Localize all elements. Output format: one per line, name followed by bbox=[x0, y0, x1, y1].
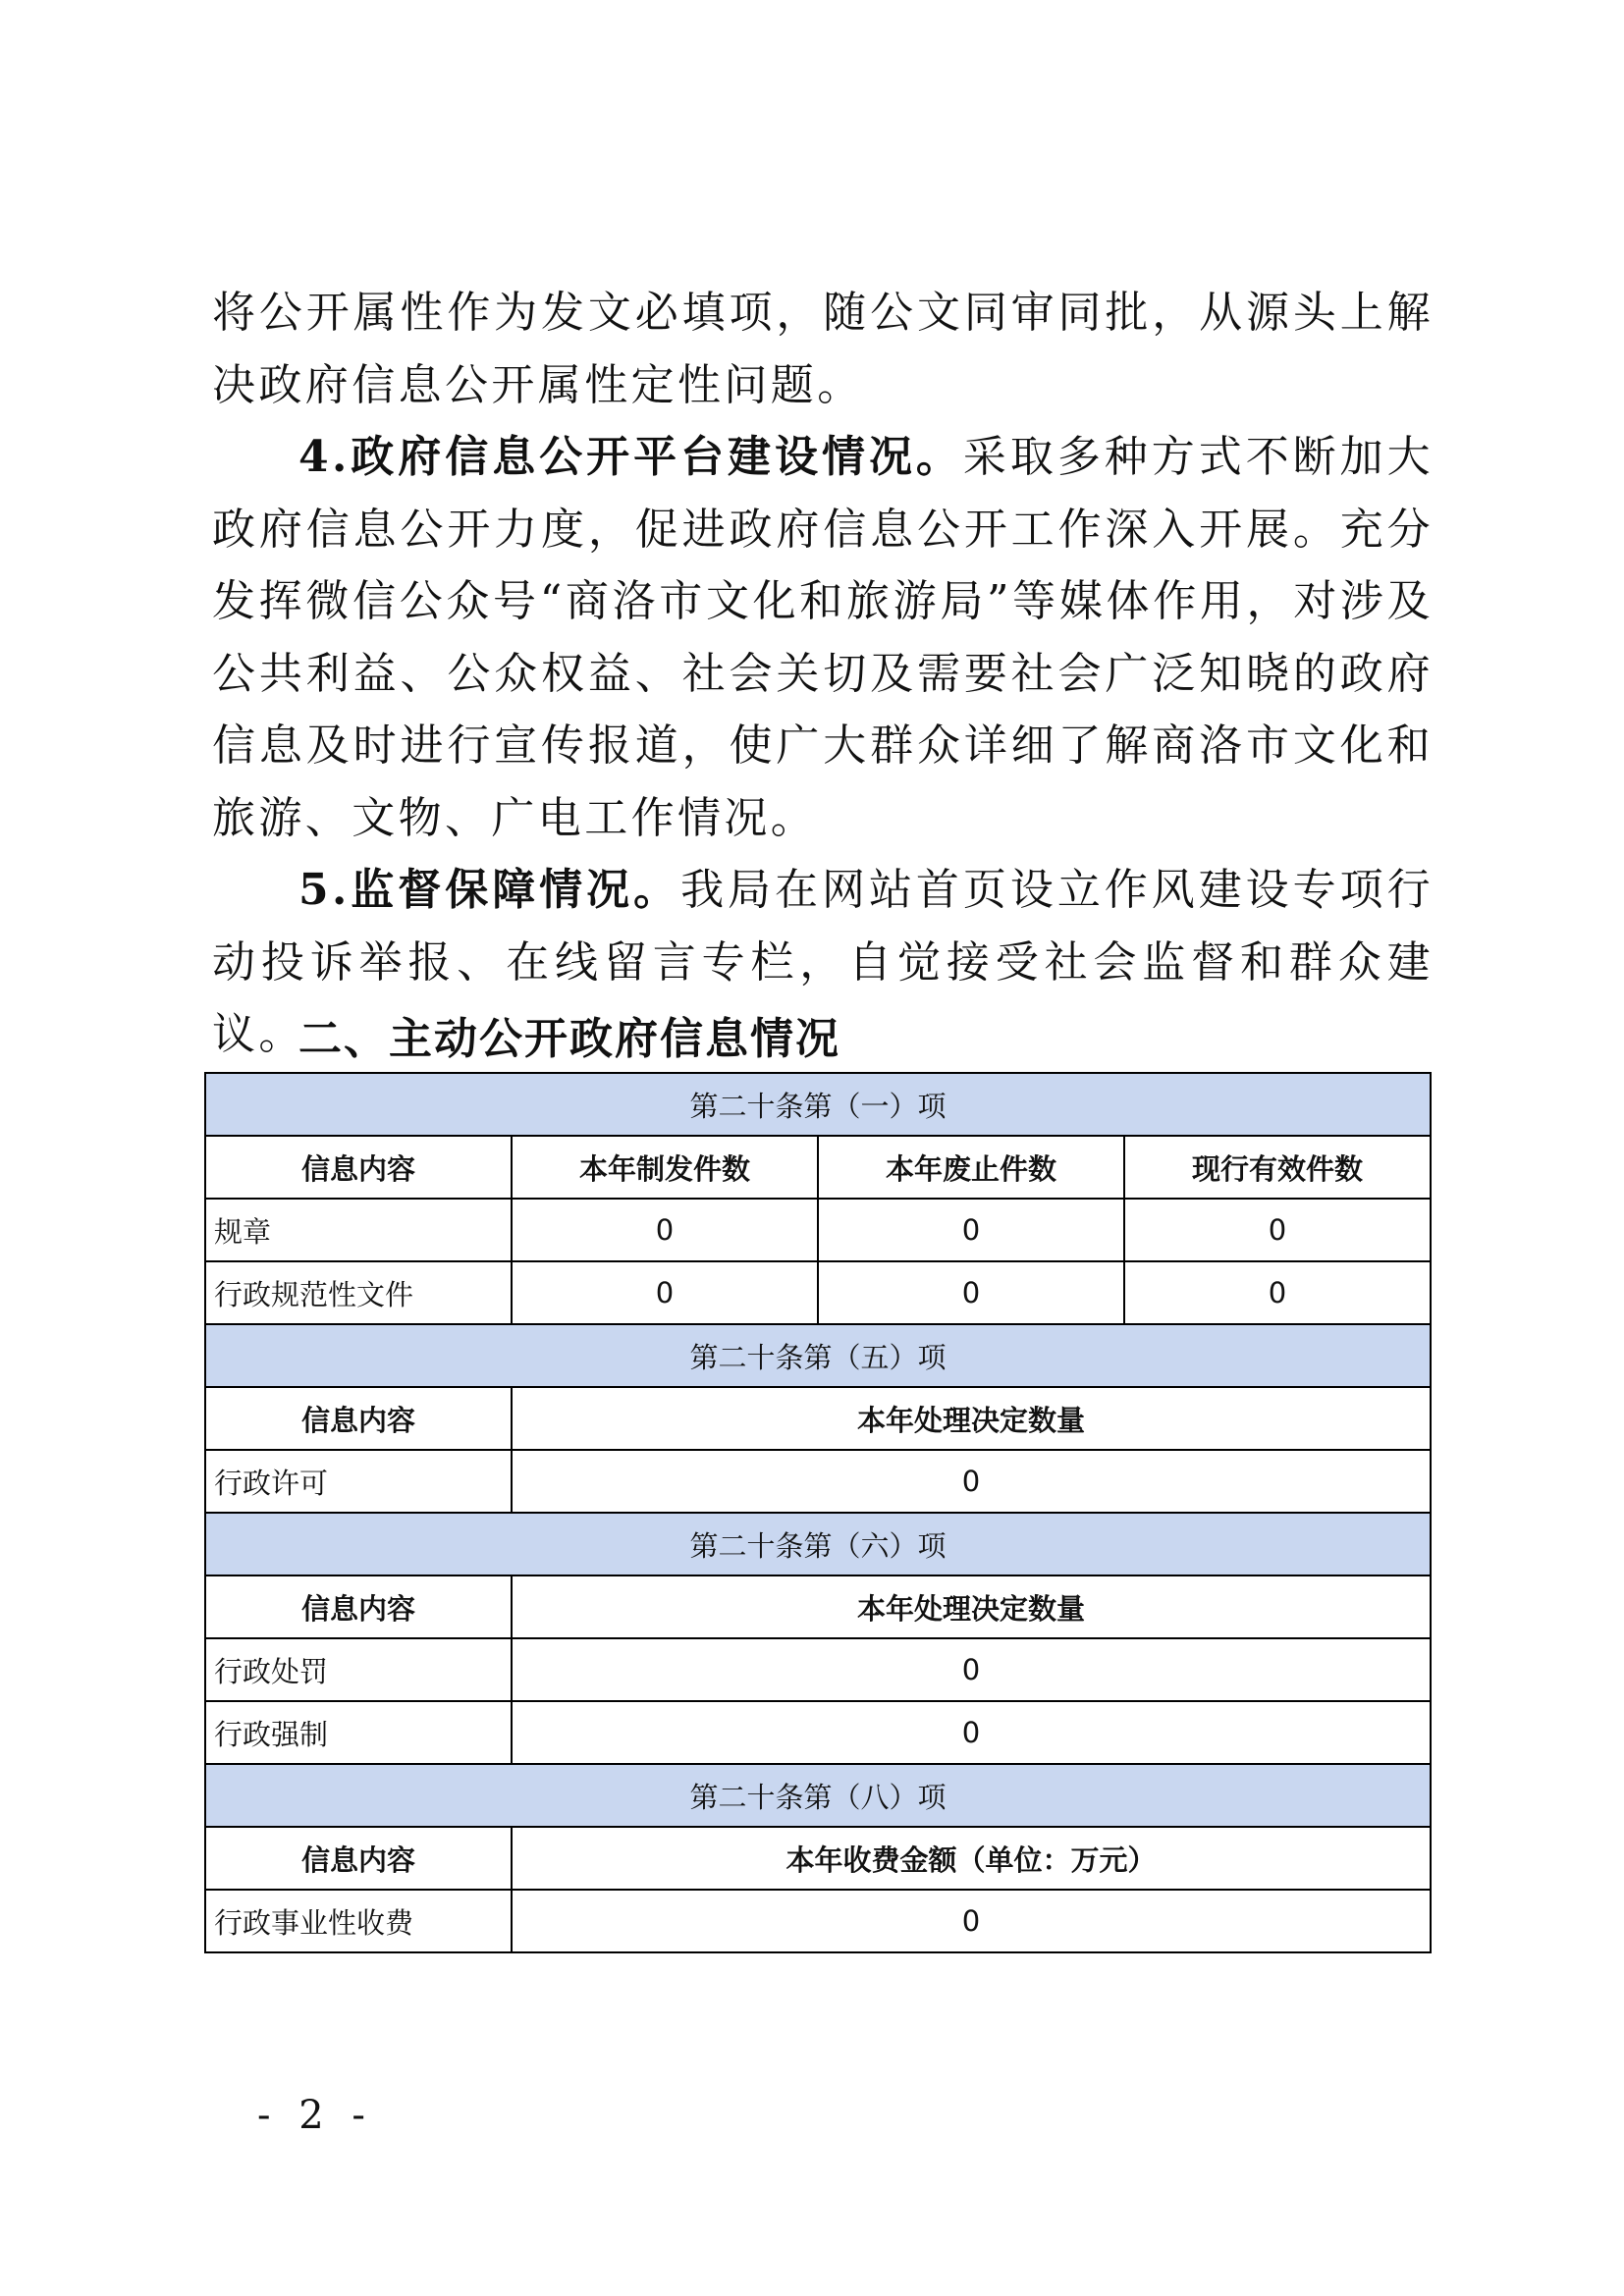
section-title: 第二十条第（六）项 bbox=[205, 1513, 1431, 1575]
cell-value: 0 bbox=[512, 1890, 1431, 1952]
row-label: 行政规范性文件 bbox=[205, 1261, 512, 1324]
row-label: 规章 bbox=[205, 1199, 512, 1261]
column-header: 本年收费金额（单位：万元） bbox=[512, 1827, 1431, 1890]
column-header: 本年废止件数 bbox=[818, 1136, 1124, 1199]
table-row bbox=[205, 1638, 1431, 1701]
column-header: 本年处理决定数量 bbox=[512, 1387, 1431, 1450]
table-header-row bbox=[205, 1827, 1431, 1890]
column-header: 本年处理决定数量 bbox=[512, 1575, 1431, 1638]
table-row bbox=[205, 1701, 1431, 1764]
table-section-header bbox=[205, 1513, 1431, 1575]
section-title: 第二十条第（一）项 bbox=[205, 1073, 1431, 1136]
cell-value: 0 bbox=[512, 1701, 1431, 1764]
table-row bbox=[205, 1890, 1431, 1952]
paragraph-platform-construction bbox=[212, 421, 1434, 854]
cell-value: 0 bbox=[512, 1638, 1431, 1701]
section-title: 第二十条第（五）项 bbox=[205, 1324, 1431, 1387]
paragraph-heading: 4.政府信息公开平台建设情况。 bbox=[298, 432, 963, 482]
table-row bbox=[205, 1261, 1431, 1324]
section-title: 第二十条第（八）项 bbox=[205, 1764, 1431, 1827]
cell-value: 0 bbox=[512, 1199, 818, 1261]
paragraph-continuation: 将公开属性作为发文必填项，随公文同审同批，从源头上解决政府信息公开属性定性问题。 bbox=[212, 288, 1434, 410]
page-number: - 2 - bbox=[257, 2093, 373, 2138]
proactive-disclosure-table bbox=[204, 1072, 1432, 1953]
column-header: 本年制发件数 bbox=[512, 1136, 818, 1199]
row-label: 行政事业性收费 bbox=[205, 1890, 512, 1952]
column-header: 信息内容 bbox=[205, 1827, 512, 1890]
column-header: 信息内容 bbox=[205, 1387, 512, 1450]
paragraph-body: 我局在网站首页设立作风建设专项行动投诉举报、在线留言专栏，自觉接受社会监督和群众建议。 bbox=[212, 865, 1434, 1059]
cell-value: 0 bbox=[512, 1261, 818, 1324]
cell-value: 0 bbox=[1124, 1199, 1431, 1261]
column-header: 现行有效件数 bbox=[1124, 1136, 1431, 1199]
row-label: 行政许可 bbox=[205, 1450, 512, 1513]
table-header-row bbox=[205, 1575, 1431, 1638]
table-row bbox=[205, 1450, 1431, 1513]
section-heading: 二、主动公开政府信息情况 bbox=[298, 1014, 840, 1064]
cell-value: 0 bbox=[512, 1450, 1431, 1513]
column-header: 信息内容 bbox=[205, 1136, 512, 1199]
row-label: 行政强制 bbox=[205, 1701, 512, 1764]
paragraph-heading: 5.监督保障情况。 bbox=[298, 865, 681, 915]
column-header: 信息内容 bbox=[205, 1575, 512, 1638]
table-section-header bbox=[205, 1764, 1431, 1827]
table-section-header bbox=[205, 1073, 1431, 1136]
paragraph-body: 采取多种方式不断加大政府信息公开力度，促进政府信息公开工作深入开展。充分发挥微信公众号“商洛市文化和旅游局”等媒体作用，对涉及公共利益、公众权益、社会关切及需要社会广泛知晓的政府信息及时进行宣传报道，使广大群众详细了解商洛市文化和旅游、文物、广电工作情况。 bbox=[212, 432, 1435, 843]
table-header-row bbox=[205, 1136, 1431, 1199]
table-header-row bbox=[205, 1387, 1431, 1450]
table-row bbox=[205, 1199, 1431, 1261]
cell-value: 0 bbox=[818, 1199, 1124, 1261]
cell-value: 0 bbox=[1124, 1261, 1431, 1324]
cell-value: 0 bbox=[818, 1261, 1124, 1324]
table-section-header bbox=[205, 1324, 1431, 1387]
row-label: 行政处罚 bbox=[205, 1638, 512, 1701]
